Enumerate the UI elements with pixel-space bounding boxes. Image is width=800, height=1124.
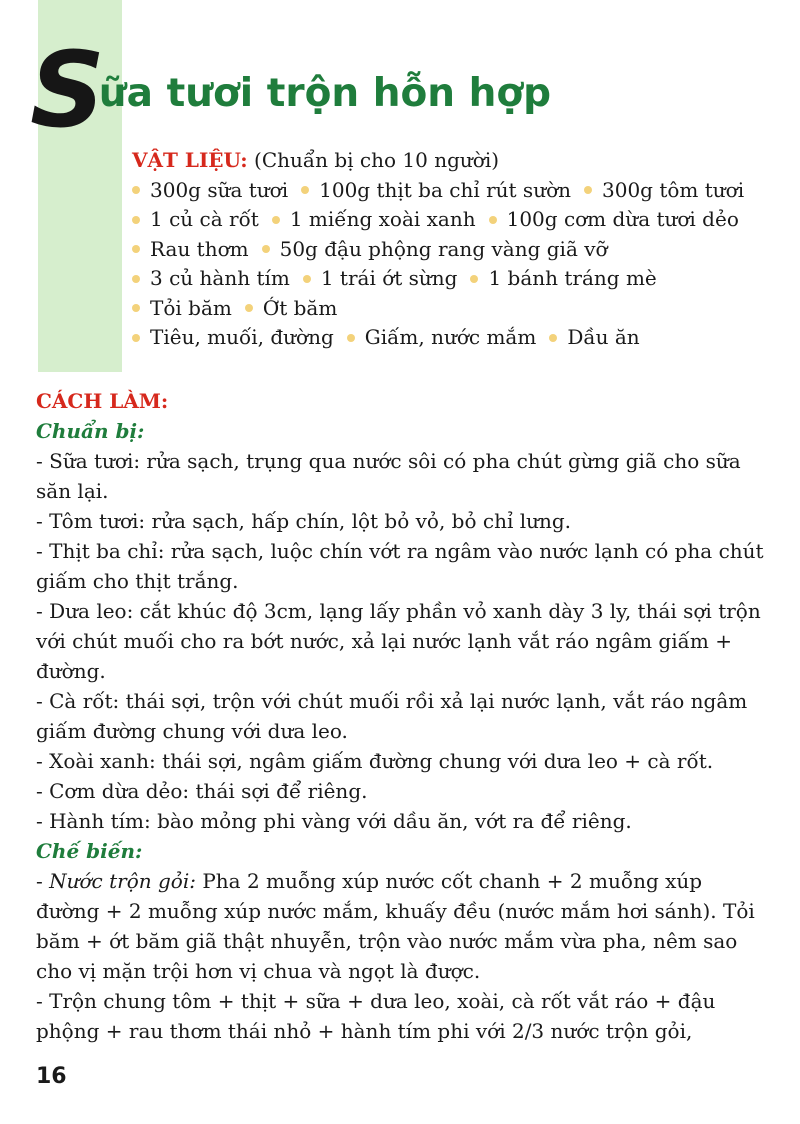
ingredient-text: 100g thịt ba chỉ rút sườn — [319, 177, 571, 202]
recipe-title — [30, 29, 552, 151]
ingredient-text: Tiêu, muối, đường — [150, 325, 334, 349]
sauce-prefix: - — [36, 869, 50, 893]
prep-step: - Sữa tươi: rửa sạch, trụng qua nước sôi có pha chút gừng giã cho sữa săn lại. — [36, 449, 741, 503]
ingredient-item — [584, 176, 744, 206]
ingredient-text: Giấm, nước mắm — [364, 325, 537, 349]
ingredient-text: 300g sữa tươi — [150, 177, 289, 202]
prep-step: - Hành tím: bào mỏng phi vàng với dầu ăn, vớt ra để riêng. — [36, 809, 632, 833]
ingredients-section — [132, 146, 772, 353]
ingredient-row — [132, 294, 772, 324]
ingredient-item — [262, 235, 608, 265]
ingredient-text: Rau thơm — [150, 236, 249, 261]
bullet-icon — [262, 245, 270, 253]
sauce-label: Nước trộn gỏi: — [49, 869, 196, 893]
ingredient-item — [549, 323, 639, 353]
ingredient-row — [132, 323, 772, 353]
bullet-icon — [245, 304, 253, 312]
prep-step: - Tôm tươi: rửa sạch, hấp chín, lột bỏ vỏ, bỏ chỉ lưng. — [36, 509, 572, 533]
bullet-icon — [132, 186, 140, 194]
ingredient-row — [132, 264, 772, 294]
bullet-icon — [132, 216, 140, 224]
prep-steps — [36, 446, 766, 836]
ingredient-text: Ớt băm — [262, 295, 338, 320]
ingredient-text: 300g tôm tươi — [602, 177, 745, 202]
cook-heading: Chế biến: — [36, 839, 143, 863]
ingredient-text: 1 trái ớt sừng — [320, 266, 458, 290]
title-drop-letter: S — [30, 29, 105, 151]
ingredient-item — [132, 235, 249, 265]
bullet-icon — [132, 275, 140, 283]
prep-step: - Dưa leo: cắt khúc độ 3cm, lạng lấy phần vỏ xanh dày 3 ly, thái sợi trộn với chút muối cho ra bớt nước, xả lại nước lạnh vắt ráo ngâm giấm + đường. — [36, 599, 761, 683]
ingredient-item — [272, 205, 476, 235]
title-text: ữa tươi trộn hỗn hợp — [98, 71, 552, 116]
prep-step: - Cơm dừa dẻo: thái sợi để riêng. — [36, 779, 368, 803]
bullet-icon — [272, 216, 280, 224]
ingredient-row — [132, 205, 772, 235]
ingredient-row — [132, 235, 772, 265]
ingredient-text: 1 miếng xoài xanh — [289, 207, 476, 231]
ingredient-row — [132, 176, 772, 206]
prep-step: - Xoài xanh: thái sợi, ngâm giấm đường chung với dưa leo + cà rốt. — [36, 749, 714, 773]
bullet-icon — [584, 186, 592, 194]
bullet-icon — [303, 275, 311, 283]
method-heading: CÁCH LÀM: — [36, 389, 169, 413]
bullet-icon — [301, 186, 309, 194]
ingredient-text: 3 củ hành tím — [150, 266, 290, 290]
bullet-icon — [549, 334, 557, 342]
ingredient-text: 50g đậu phộng rang vàng giã vỡ — [279, 236, 608, 261]
ingredients-note: (Chuẩn bị cho 10 người) — [247, 148, 500, 172]
method-section — [36, 386, 766, 1046]
ingredient-item — [132, 323, 334, 353]
sauce-step — [36, 866, 766, 986]
ingredient-text: 100g cơm dừa tươi dẻo — [506, 207, 739, 231]
ingredient-item — [347, 323, 537, 353]
ingredient-item — [132, 294, 232, 324]
ingredient-text: Tỏi băm — [150, 295, 232, 320]
bullet-icon — [132, 304, 140, 312]
bullet-icon — [132, 334, 140, 342]
ingredient-text: 1 củ cà rốt — [150, 207, 259, 231]
bullet-icon — [489, 216, 497, 224]
bullet-icon — [132, 245, 140, 253]
sauce-text: Pha 2 muỗng xúp nước cốt chanh + 2 muỗng xúp đường + 2 muỗng xúp nước mắm, khuấy đều (nước mắm hơi sánh). Tỏi băm + ớt băm giã thật nhuyễn, trộn vào nước mắm vừa pha, nêm sao cho vị mặn trội hơn vị chua và ngọt là được. — [36, 869, 755, 983]
prep-step: - Thịt ba chỉ: rửa sạch, luộc chín vớt ra ngâm vào nước lạnh có pha chút giấm cho thịt trắng. — [36, 539, 764, 593]
ingredient-item — [132, 264, 290, 294]
ingredients-header — [132, 146, 772, 176]
ingredient-item — [132, 205, 259, 235]
ingredient-item — [245, 294, 337, 324]
prep-heading: Chuẩn bị: — [36, 419, 145, 443]
ingredients-list — [132, 176, 772, 353]
ingredient-item — [132, 176, 288, 206]
ingredient-item — [470, 264, 656, 294]
prep-step: - Cà rốt: thái sợi, trộn với chút muối rồi xả lại nước lạnh, vắt ráo ngâm giấm đường chung với dưa leo. — [36, 689, 748, 743]
ingredient-text: Dầu ăn — [567, 325, 640, 349]
ingredient-item — [303, 264, 458, 294]
ingredient-item — [301, 176, 571, 206]
ingredient-item — [489, 205, 739, 235]
bullet-icon — [347, 334, 355, 342]
ingredients-label: VẬT LIỆU: — [132, 148, 248, 172]
page-number: 16 — [36, 1064, 67, 1089]
bullet-icon — [470, 275, 478, 283]
ingredient-text: 1 bánh tráng mè — [488, 266, 657, 290]
mix-step: - Trộn chung tôm + thịt + sữa + dưa leo, xoài, cà rốt vắt ráo + đậu phộng + rau thơm thái nhỏ + hành tím phi với 2/3 nước trộn gỏi, — [36, 989, 716, 1043]
